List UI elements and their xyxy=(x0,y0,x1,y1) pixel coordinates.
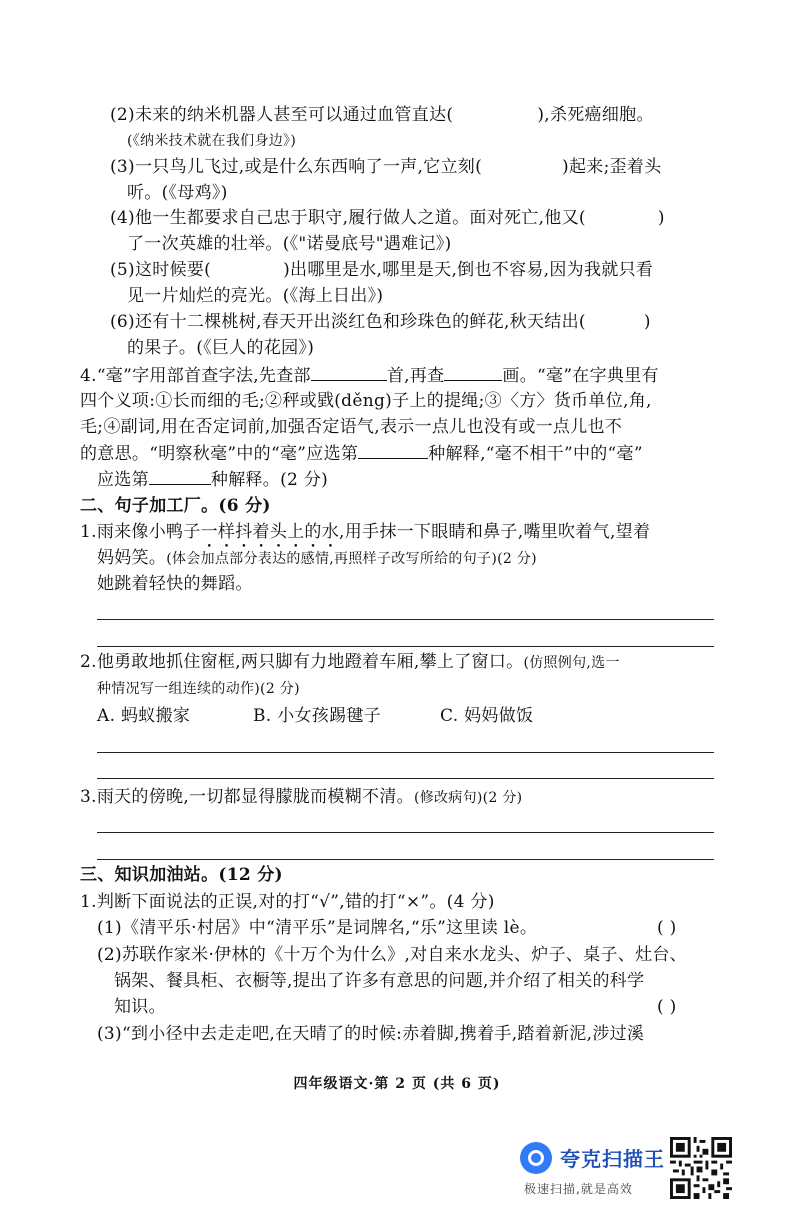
s3-statement-2-line3: 知识。 xyxy=(114,997,166,1017)
s2-q2-text-a: 2.他勇敢地抓住窗框,两只脚有力地蹬着车厢,攀上了窗口。 xyxy=(80,652,524,672)
s2-q2-option-a: A. 蚂蚁搬家 xyxy=(97,706,191,726)
s2-q2-option-b: B. 小女孩踢毽子 xyxy=(253,706,381,726)
item-4-text-a: (4)他一生都要求自己忠于职守,履行做人之道。面对死亡,他又( xyxy=(110,208,586,228)
quark-logo-icon xyxy=(520,1142,552,1174)
item-2-text-b: ),杀死癌细胞。 xyxy=(537,105,654,125)
answer-line[interactable] xyxy=(97,619,714,620)
item-4-line1 xyxy=(110,207,665,229)
s2-q3-line1 xyxy=(80,786,522,809)
item-5-line2: 见一片灿烂的亮光。(《海上日出》) xyxy=(127,286,384,306)
s2-q1-text-c: 妈妈笑。 xyxy=(97,548,167,568)
brand-name: 夸克扫描王 xyxy=(560,1147,665,1171)
item-5-line1 xyxy=(110,259,653,281)
s2-q2-instruction: (仿照例句,选一 xyxy=(523,655,620,671)
s3-q1-instruction: 1.判断下面说法的正误,对的打“√”,错的打“×”。(4 分) xyxy=(80,892,495,912)
answer-line[interactable] xyxy=(97,778,714,779)
s2-q1-dotted-phrase: 一样抖着头上的水 xyxy=(200,522,340,542)
item-3-text-a: (3)一只鸟儿飞过,或是什么东西响了一声,它立刻( xyxy=(110,157,483,177)
item-3-text-b: )起来;歪着头 xyxy=(562,157,662,177)
scanner-watermark xyxy=(520,1140,790,1200)
section-3-title: 三、知识加油站。(12 分) xyxy=(80,865,283,885)
s2-q3-text: 3.雨天的傍晚,一切都显得朦胧而模糊不清。 xyxy=(80,787,414,807)
q4-text-g: 种解释。(2 分) xyxy=(210,470,329,490)
s2-q1-text-a: 1.雨来像小鸭子 xyxy=(80,522,201,542)
brand-slogan: 极速扫描,就是高效 xyxy=(524,1182,633,1196)
q4-text-e: 种解释,“毫不相干”中的“毫” xyxy=(428,444,643,464)
s3-answer-paren-1[interactable]: ( ) xyxy=(657,918,677,938)
q4-text-c: 画。“毫”在字典里有 xyxy=(502,366,659,386)
s3-statement-2-line2: 锅架、餐具柜、衣橱等,提出了许多有意思的问题,并介绍了相关的科学 xyxy=(114,971,645,991)
item-2-text-a: (2)未来的纳米机器人甚至可以通过血管直达( xyxy=(110,105,454,125)
answer-line[interactable] xyxy=(97,859,714,860)
s2-q2-line2: 种情况写一组连续的动作)(2 分) xyxy=(97,681,300,697)
s2-q2-line1 xyxy=(80,651,620,674)
q4-line2: 四个义项:①长而细的毛;②秤或戥(děng)子上的提绳;③〈方〉货币单位,角, xyxy=(80,391,652,411)
item-4-line2: 了一次英雄的壮举。(《"诺曼底号"遇难记》) xyxy=(127,234,452,254)
item-2-source: (《纳米技术就在我们身边》) xyxy=(127,133,297,149)
s2-q1-line2 xyxy=(97,547,537,570)
q4-text-b: 首,再查 xyxy=(386,366,445,386)
item-5-text-a: (5)这时候要( xyxy=(110,260,212,280)
q4-blank-meaning-1[interactable] xyxy=(358,442,428,459)
item-4-text-b: ) xyxy=(657,208,665,228)
answer-line[interactable] xyxy=(97,752,714,753)
q4-blank-remaining-strokes[interactable] xyxy=(444,364,502,381)
answer-line[interactable] xyxy=(97,832,714,833)
s3-statement-1: (1)《清平乐·村居》中“清平乐”是词牌名,“乐”这里读 lè。 xyxy=(97,918,538,938)
q4-blank-radical-strokes[interactable] xyxy=(311,364,387,381)
q4-blank-meaning-2[interactable] xyxy=(149,468,211,485)
q4-line5 xyxy=(97,468,328,491)
s2-q2-option-c: C. 妈妈做饭 xyxy=(440,706,534,726)
item-6-text-b: ) xyxy=(643,312,651,332)
s2-q1-text-b: ,用手抹一下眼睛和鼻子,嘴里吹着气,望着 xyxy=(339,522,651,542)
q4-line3: 毛;④副词,用在否定词前,加强否定语气,表示一点儿也没有或一点儿也不 xyxy=(80,417,623,437)
s3-statement-3-line1: (3)“到小径中去走走吧,在天晴了的时候:赤着脚,携着手,踏着新泥,涉过溪 xyxy=(97,1024,645,1044)
item-6-line1 xyxy=(110,311,651,333)
answer-line[interactable] xyxy=(97,646,714,647)
s2-q1-instruction: (体会加点部分表达的感情,再照样子改写所给的句子)(2 分) xyxy=(166,551,537,567)
item-6-text-a: (6)还有十二棵桃树,春天开出淡红色和珍珠色的鲜花,秋天结出( xyxy=(110,312,586,332)
item-2-line1 xyxy=(110,104,654,126)
item-3-line2: 听。(《母鸡》) xyxy=(127,183,228,203)
s2-q1-prompt: 她跳着轻快的舞蹈。 xyxy=(97,574,253,594)
item-3-line1 xyxy=(110,156,662,178)
s3-answer-paren-2[interactable]: ( ) xyxy=(657,997,677,1017)
item-5-text-b: )出哪里是水,哪里是天,倒也不容易,因为我就只看 xyxy=(283,260,654,280)
s2-q3-instruction: (修改病句)(2 分) xyxy=(413,790,523,806)
qr-code-icon xyxy=(670,1137,732,1199)
q4-text-d: 的意思。“明察秋毫”中的“毫”应选第 xyxy=(80,444,359,464)
q4-line1 xyxy=(80,364,659,387)
s3-statement-2-line1: (2)苏联作家米·伊林的《十万个为什么》,对自来水龙头、炉子、桌子、灶台、 xyxy=(97,945,687,965)
page-footer: 四年级语文·第 2 页 (共 6 页) xyxy=(293,1076,501,1092)
section-2-title: 二、句子加工厂。(6 分) xyxy=(80,496,271,516)
q4-text-a: 4.“毫”字用部首查字法,先查部 xyxy=(80,366,311,386)
q4-text-f: 应选第 xyxy=(97,470,149,490)
item-6-line2: 的果子。(《巨人的花园》) xyxy=(127,338,315,358)
q4-line4 xyxy=(80,442,643,465)
